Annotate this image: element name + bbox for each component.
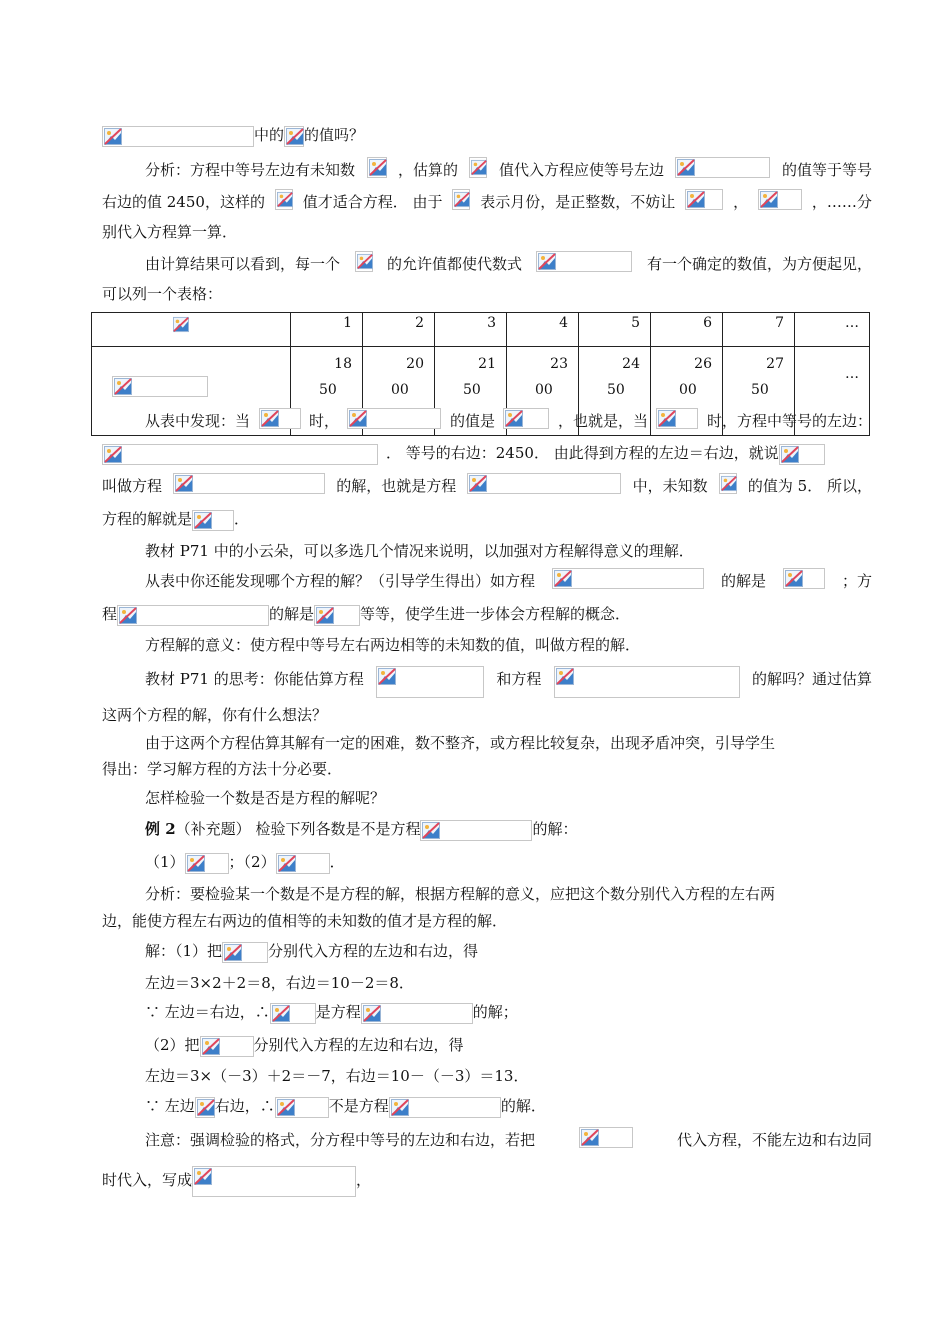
table-cell: 6 [651,313,723,347]
broken-image-icon [104,128,122,145]
text-segment: 教材 P71 中的小云朵，可以多选几个情况来说明，以加强对方程解得意义的理解． [145,542,694,560]
equation-image [347,408,441,429]
cell-digits: 21 [478,356,496,372]
equation-image [579,1127,633,1148]
text-segment: 的解是 [269,605,315,623]
text-line [145,938,872,964]
text-segment: 方程解的意义：使方程中等号左右两边相等的未知数的值，叫做方程的解． [145,636,641,654]
broken-image-icon [369,159,387,176]
broken-image-icon [505,410,523,427]
broken-image-icon [277,1099,295,1116]
text-segment: 不是方程 [328,1097,389,1115]
broken-image-icon [278,855,296,872]
text-segment: 和方程 [496,670,542,688]
text-segment: 边，能使方程左右两边的值相等的未知数的值才是方程的解． [102,912,508,930]
cell-digits: 50 [463,382,481,398]
equation-image [117,605,269,626]
equation-image [554,666,740,698]
cell-digits: 20 [406,356,424,372]
equation-image [259,408,301,429]
text-segment: 解：（1）把 [145,942,223,960]
text-line [145,999,872,1025]
equation-image [552,568,704,589]
equation-image [102,126,254,147]
broken-image-icon [471,159,487,176]
text-segment: 值才适合方程． 由于 [302,193,443,211]
text-line [102,281,872,307]
text-line [145,881,872,907]
equation-image [389,1097,501,1118]
text-segment: ． [234,510,250,528]
text-segment: ，估算的 [397,161,458,179]
equation-image [685,189,723,210]
broken-image-icon [104,446,122,463]
text-segment: ，……分 [811,193,872,211]
broken-image-icon [316,607,334,624]
table-row [92,313,870,347]
broken-image-icon [721,475,737,492]
broken-image-icon [760,191,778,208]
text-segment: 的解，也就是方程 [336,477,457,495]
text-segment: 别代入方程算一算． [102,223,238,241]
table-cell [92,313,291,347]
broken-image-icon [363,1005,381,1022]
broken-image-icon [556,668,574,685]
text-segment: 的允许值都使代数式 [386,255,522,273]
broken-image-icon [349,410,367,427]
equation-image [758,189,802,210]
text-segment: 的解； [472,1003,518,1021]
broken-image-icon [197,1099,215,1116]
text-segment: （补充题） 检验下列各数是不是方程 [175,820,421,838]
text-segment: 时代入，写成 [102,1171,193,1189]
text-line [102,601,872,627]
equation-image [469,157,487,178]
text-line [145,538,872,564]
text-segment: 的解： [532,820,578,838]
equation-image [192,1166,356,1197]
text-line [145,1127,872,1153]
text-segment: 是方程 [315,1003,361,1021]
text-line [102,189,872,215]
broken-image-icon [554,570,572,587]
text-segment: 这两个方程的解，你有什么想法？ [102,706,328,724]
text-line [145,970,872,996]
text-segment: 左边＝3×（－3）＋2＝－7，右边＝10－（－3）＝13． [145,1067,529,1085]
text-segment: ；方 [841,572,872,590]
table-cell: … [795,313,870,347]
text-line [145,666,872,692]
text-line [102,219,872,245]
equation-image [112,376,208,397]
cell-digits: 00 [679,382,697,398]
text-segment: 分别代入方程的左边和右边，得 [253,1036,464,1054]
broken-image-icon [277,191,293,208]
text-segment: 的解是 [720,572,766,590]
text-segment: 得出：学习解方程的方法十分必要． [102,760,343,778]
cell-digits: 26 [694,356,712,372]
text-line [145,157,872,183]
text-segment: 从表中你还能发现哪个方程的解？（引导学生得出）如方程 [145,572,536,590]
text-line [102,756,872,782]
text-segment: ∵ 左边 [145,1097,195,1115]
cell-digits: 00 [535,382,553,398]
equation-image [275,189,293,210]
broken-image-icon [119,607,137,624]
equation-image [172,315,190,336]
text-line [102,506,872,532]
broken-image-icon [581,1129,599,1146]
text-segment: ． 等号的右边：2450． 由此得到方程的左边＝右边，就说 [386,444,779,462]
broken-image-icon [114,378,132,395]
text-segment: ∵ 左边＝右边，∴ [145,1003,270,1021]
text-segment: 表示月份，是正整数，不妨让 [480,193,676,211]
text-segment: 可以列一个表格： [102,285,223,303]
table-cell: 2 [363,313,435,347]
text-segment: 右边的值 2450，这样的 [102,193,265,211]
text-segment: 左边＝3×2＋2＝8，右边＝10－2＝8． [145,974,414,992]
example-label: 例 2 [145,820,176,838]
cell-digits: … [845,366,859,382]
table-cell: 3 [435,313,507,347]
text-segment: ；（2） [228,853,276,871]
broken-image-icon [224,944,242,961]
broken-image-icon [272,1005,290,1022]
text-segment: 的解． [500,1097,546,1115]
text-line [102,473,872,499]
equation-image [503,408,549,429]
broken-image-icon [391,1099,409,1116]
text-line [145,730,872,756]
equation-image [783,568,825,589]
equation-image [284,126,304,147]
text-segment: ． [329,853,345,871]
text-segment: 程 [102,605,118,623]
equation-image [276,853,330,874]
text-line [145,408,872,434]
equation-image [779,444,825,465]
text-segment: 中，未知数 [632,477,708,495]
equation-image [719,473,737,494]
text-segment: 时， [308,412,339,430]
cell-digits: 00 [391,382,409,398]
text-line [145,1032,872,1058]
text-segment: 的值等于等号 [781,161,872,179]
equation-image [376,666,484,698]
cell-digits: 27 [766,356,784,372]
text-segment: 叫做方程 [102,477,163,495]
equation-image [656,408,698,429]
table-cell: 4 [507,313,579,347]
text-line [102,122,872,148]
text-segment: （1） [145,853,185,871]
equation-image [467,473,621,494]
broken-image-icon [658,410,676,427]
equation-image [420,820,532,841]
text-line [145,1093,872,1119]
text-segment: 的值为 5． 所以， [747,477,872,495]
broken-image-icon [202,1038,220,1055]
equation-image [675,157,770,178]
equation-image [536,251,632,272]
cell-digits: 24 [622,356,640,372]
broken-image-icon [261,410,279,427]
text-line [102,440,872,466]
text-segment: 的值吗？ [304,126,365,144]
text-line [102,908,872,934]
broken-image-icon [781,446,799,463]
text-line [145,1063,872,1089]
text-segment: ， [356,1171,372,1189]
equation-image [192,510,234,531]
text-line [145,632,872,658]
text-line [145,816,872,842]
text-segment: 分析：方程中等号左边有未知数 [145,161,356,179]
text-segment: 代入方程，不能左边和右边同 [676,1131,872,1149]
equation-image [200,1036,254,1057]
equation-image [361,1003,473,1024]
equation-image [367,157,387,178]
broken-image-icon [454,191,470,208]
equation-image [452,189,470,210]
text-segment: 注意：强调检验的格式，分方程中等号的左边和右边，若把 [145,1131,536,1149]
text-segment: 教材 P71 的思考：你能估算方程 [145,670,364,688]
text-segment: 分别代入方程的左边和右边，得 [268,942,479,960]
equation-image [270,1003,316,1024]
broken-image-icon [194,1168,212,1185]
broken-image-icon [378,668,396,685]
text-segment: （2）把 [145,1036,200,1054]
text-line [145,785,872,811]
text-segment: 怎样检验一个数是否是方程的解呢？ [145,789,386,807]
equation-image [355,251,373,272]
broken-image-icon [785,570,803,587]
broken-image-icon [469,475,487,492]
text-line [145,849,872,875]
broken-image-icon [538,253,556,270]
text-segment: 由于这两个方程估算其解有一定的困难，数不整齐，或方程比较复杂，出现矛盾冲突，引导学生 [145,734,776,752]
broken-image-icon [187,855,205,872]
equation-image [173,473,325,494]
text-line [145,568,872,594]
table-cell: 5 [579,313,651,347]
text-segment: 有一个确定的数值，为方便起见， [646,255,872,273]
broken-image-icon [286,128,304,145]
text-segment: 由计算结果可以看到，每一个 [145,255,341,273]
cell-digits: 50 [319,382,337,398]
text-segment: 方程的解就是 [102,510,193,528]
broken-image-icon [422,822,440,839]
text-segment: 的值是 [449,412,495,430]
table-cell: 7 [723,313,795,347]
text-segment: 分析：要检验某一个数是不是方程的解，根据方程解的意义，应把这个数分别代入方程的左右两 [145,885,776,903]
text-line [102,1164,872,1196]
broken-image-icon [687,191,705,208]
text-line [145,251,872,277]
text-segment: 中的 [254,126,285,144]
broken-image-icon [194,512,212,529]
text-segment: ， [733,193,749,211]
text-segment: 值代入方程应使等号左边 [498,161,664,179]
text-segment: ，也就是，当 [557,412,648,430]
broken-image-icon [175,475,193,492]
cell-digits: 23 [550,356,568,372]
text-line [102,702,872,728]
text-segment: 时，方程中等号的左边： [706,412,872,430]
table-cell: 1 [291,313,363,347]
broken-image-icon [357,253,373,270]
broken-image-icon [677,159,695,176]
cell-digits: 50 [607,382,625,398]
equation-image [185,853,229,874]
text-segment: 从表中发现：当 [145,412,251,430]
text-segment: 等等，使学生进一步体会方程解的概念． [360,605,631,623]
equation-image [222,942,268,963]
text-segment: 的解吗？通过估算 [751,670,872,688]
cell-digits: 50 [751,382,769,398]
equation-image [195,1097,215,1118]
text-segment: 右边，∴ [214,1097,275,1115]
equation-image [275,1097,329,1118]
cell-digits: 18 [334,356,352,372]
broken-image-icon [173,316,189,333]
equation-image [314,605,360,626]
equation-image [102,444,378,465]
